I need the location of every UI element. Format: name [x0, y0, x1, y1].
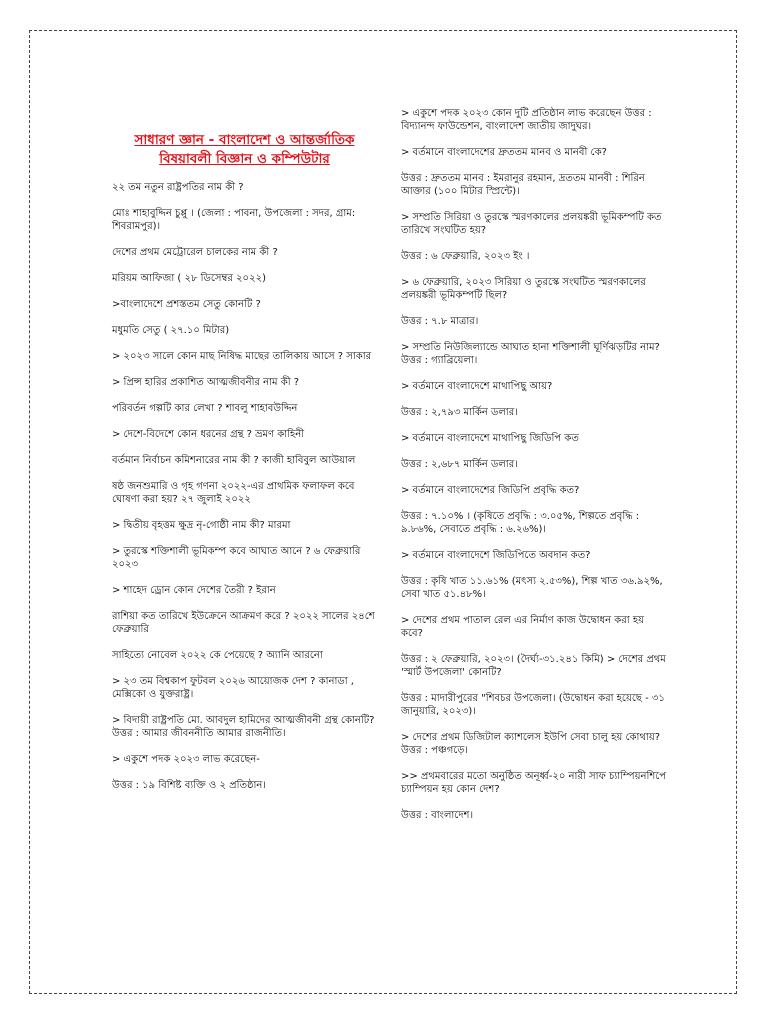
qa-item: > বর্তমানে বাংলাদেশে মাথাপিছু আয়?: [401, 381, 553, 392]
page-title: সাধারণ জ্ঞান - বাংলাদেশ ও আন্তর্জাতিক বিষয়াবলী বিজ্ঞান ও কম্পিউটার: [134, 132, 355, 167]
qa-item: > বর্তমানে বাংলাদেশের জিডিপি প্রবৃদ্ধি কত?: [401, 485, 580, 496]
qa-item: > বর্তমানে বাংলাদেশে মাথাপিছু জিডিপি কত: [401, 433, 579, 444]
qa-item: > দেশে-বিদেশে কোন ধরনের গ্রন্থ ? ভ্রমণ কাহিনী: [112, 429, 305, 440]
qa-item: মরিয়ম আফিজা ( ২৮ ডিসেম্বর ২০২২): [112, 273, 266, 284]
qa-item: > একুশে পদক ২০২৩ কোন দুটি প্রতিষ্ঠান লাভ করেছেন উত্তর : বিদ্যানন্দ ফাউন্ডেশন, বাংলাদেশ জাতীয় জাদুঘর।: [401, 108, 652, 132]
qa-item: ২২ তম নতুন রাষ্ট্রপতির নাম কী ?: [112, 182, 244, 193]
qa-item: উত্তর : বাংলাদেশ।: [401, 810, 474, 821]
page-frame: [29, 30, 737, 994]
qa-item: > দেশের প্রথম পাতাল রেল এর নির্মাণ কাজ উদ্বোধন করা হয় কবে?: [401, 615, 644, 639]
qa-item: উত্তর : ১৯ বিশিষ্ট ব্যক্তি ও ২ প্রতিষ্ঠান।: [112, 780, 266, 791]
qa-item: > একুশে পদক ২০২৩ লাভ করেছেন-: [112, 754, 260, 765]
qa-item: > বর্তমানে বাংলাদেশে জিডিপিতে অবদান কত?: [401, 550, 591, 561]
qa-item: > দ্বিতীয় বৃহত্তম ক্ষুদ্র নৃ-গোষ্ঠী নাম কী? মারমা: [112, 520, 291, 531]
qa-item: উত্তর : ৬ ফেব্রুয়ারি, ২০২৩ ইং ।: [401, 251, 530, 262]
qa-item: > বিদায়ী রাষ্ট্রপতি মো. আবদুল হামিদের আত্মজীবনী গ্রন্থ কোনটি? উত্তর : আমার জীবননীতি আমার রাজনীতি।: [112, 715, 375, 739]
qa-item: উত্তর : দ্রুততম মানব : ইমরানুর রহমান, দ্রততম মানবী : শিরিন আক্তার (১০০ মিটার স্প্রিন্টে)।: [401, 173, 645, 197]
qa-item: উত্তর : ৭.৮ মাত্রার।: [401, 316, 479, 327]
qa-item: উত্তর : মাদারীপুরের "শিবচর উপজেলা। (উদ্বোধন করা হয়েছে - ৩১ জানুয়ারি, ২০২৩)।: [401, 693, 665, 717]
left-column: [112, 131, 377, 805]
qa-item: > ২০২৩ সালে কোন মাছ নিষিদ্ধ মাছের তালিকায় আসে ? সাকার: [112, 351, 372, 362]
qa-item: পরিবর্তন গল্পটি কার লেখা ? শাবলু শাহাবউদ্দিন: [112, 403, 298, 414]
qa-item: > প্রিন্স হারির প্রকাশিত আত্মজীবনীর নাম কী ?: [112, 377, 300, 388]
qa-item: উত্তর : ২ ফেব্রুয়ারি, ২০২৩। (দৈর্ঘ্য-৩১.২৪১ কিমি) > দেশের প্রথম 'স্মার্ট উপজেলা' কোনটি?: [401, 654, 666, 678]
right-column: [401, 107, 667, 835]
qa-item: >> প্রথমবারের মতো অনুষ্ঠিত অনূর্ধ্ব-২০ নারী সাফ চ্যাম্পিয়নশিপে চ্যাম্পিয়ন হয় কোন দেশ?: [401, 771, 667, 795]
qa-item: > শাহেদ ড্রোন কোন দেশের তৈরী ? ইরান: [112, 585, 276, 596]
qa-item: উত্তর : ২,৬৮৭ মার্কিন ডলার।: [401, 459, 518, 470]
qa-item: > তুরস্কে শক্তিশালী ভূমিকম্প কবে আঘাত আনে ? ৬ ফেব্রুয়ারি ২০২৩: [112, 546, 361, 570]
qa-item: সাহিত্যে নোবেল ২০২২ কে পেয়েছে ? অ্যানি আরনো: [112, 650, 323, 661]
qa-item: বর্তমান নির্বাচন কমিশনারের নাম কী ? কাজী হাবিবুল আউয়াল: [112, 455, 356, 466]
qa-item: > সম্প্রতি নিউজিল্যান্ডে আঘাত হানা শক্তিশালী ঘূর্ণিঝড়টির নাম? উত্তর : গ্যাব্রিয়েলা।: [401, 342, 660, 366]
qa-item: >বাংলাদেশে প্রশস্ততম সেতু কোনটি ?: [112, 299, 261, 310]
qa-item: উত্তর : ২,৭৯৩ মার্কিন ডলার।: [401, 407, 518, 418]
qa-item: > বর্তমানে বাংলাদেশের দ্রুততম মানব ও মানবী কে?: [401, 147, 607, 158]
qa-item: > সম্প্রতি সিরিয়া ও তুরস্কে স্মরণকালের প্রলয়ঙ্করী ভূমিকম্পটি কত তারিখে সংঘটিত হয়?: [401, 212, 662, 236]
qa-item: মধুমতি সেতু ( ২৭.১০ মিটার): [112, 325, 230, 336]
qa-item: দেশের প্রথম মেট্রোরেল চালকের নাম কী ?: [112, 247, 278, 258]
qa-item: ষষ্ঠ জনশুমারি ও গৃহ গণনা ২০২২-এর প্রাথমিক ফলাফল কবে ঘোষণা করা হয়? ২৭ জুলাই ২০২২: [112, 481, 355, 505]
left-items: [112, 181, 377, 792]
qa-item: উত্তর : কৃষি খাত ১১.৬১% (মৎস্য ২.৫৩%), শিল্প খাত ৩৬.৯২%, সেবা খাত ৫১.৪৮%।: [401, 576, 663, 600]
qa-item: > ২৩ তম বিশ্বকাপ ফুটবল ২০২৬ আয়োজক দেশ ? কানাডা , মেক্সিকো ও যুক্তরাষ্ট্র।: [112, 676, 354, 700]
qa-item: রাশিয়া কত তারিখে ইউক্রেনে আক্রমণ করে ? ২০২২ সালের ২৪শে ফেব্রুয়ারি: [112, 611, 375, 635]
qa-item: উত্তর : ৭.১০% । (কৃষিতে প্রবৃদ্ধি : ৩.০৫%, শিল্পতে প্রবৃদ্ধি : ৯.৮৬%, সেবাতে প্রবৃদ্ধি : ৬.২৬%)।: [401, 511, 640, 535]
qa-item: মোঃ শাহাবুদ্দিন চুপ্পু । (জেলা : পাবনা, উপজেলা : সদর, গ্রাম: শিবরামপুর)।: [112, 208, 356, 232]
qa-item: > দেশের প্রথম ডিজিটাল ক্যাশলেস ইউপি সেবা চালু হয় কোথায়? উত্তর : পঞ্চগড়ে।: [401, 732, 661, 756]
qa-item: > ৬ ফেব্রুয়ারি, ২০২৩ সিরিয়া ও তুরস্কে সংঘটিত স্মরণকালের প্রলয়ঙ্করী ভূমিকম্পটি ছিল?: [401, 277, 646, 301]
